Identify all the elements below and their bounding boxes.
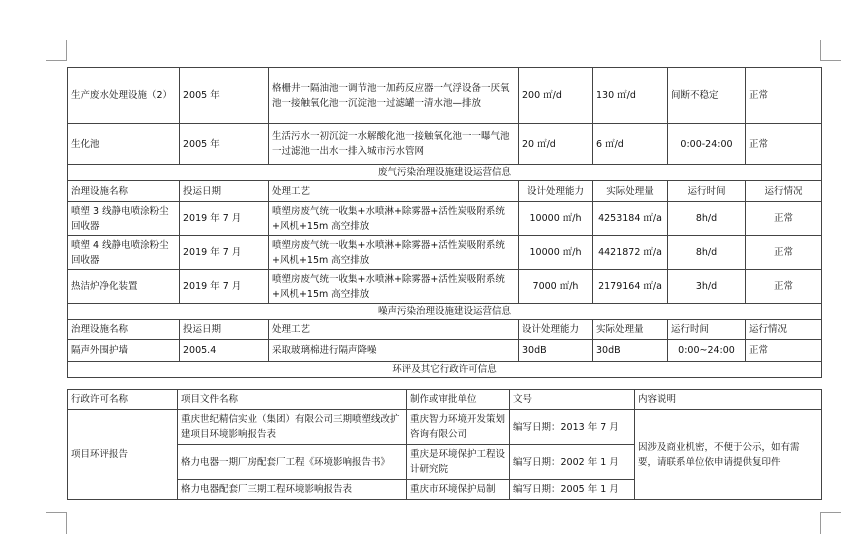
col-header: 内容说明 [635,390,822,410]
table-row [68,202,822,236]
process: 格栅井一隔油池一调节池一加药反应器一气浮设备一厌氧池一接触氧化池一沉淀池一过滤罐一清水池—排放 [269,68,519,124]
col-header: 治理设施名称 [68,320,180,340]
col-header: 运行情况 [746,181,822,202]
project-file: 重庆世纪精信实业（集团）有限公司三期喷塑线改扩建项目环境影响报告表 [178,410,407,445]
facility-table [67,67,822,378]
section-title-row [68,304,822,320]
col-header: 文号 [510,390,635,410]
crop-mark [66,40,67,61]
table-row [68,124,822,165]
content-note: 因涉及商业机密，不便于公示，如有需要，请联系单位依申请提供复印件 [635,410,822,500]
run-time: 0:00-24:00 [668,124,746,165]
crop-mark [820,512,841,513]
section-title-permit: 环评及其它行政许可信息 [68,362,822,378]
facility-name: 热洁炉净化装置 [68,270,180,304]
col-header: 投运日期 [180,181,269,202]
permit-category: 项目环评报告 [68,410,178,500]
section-title-row [68,362,822,378]
project-file: 格力电器配套厂三期工程环境影响报告表 [178,480,407,500]
col-header: 运行时间 [668,181,746,202]
col-header: 处理工艺 [269,320,519,340]
actual-volume: 4253184 ㎡/a [593,202,668,236]
run-status: 正常 [746,124,822,165]
run-status: 正常 [746,270,822,304]
design-capacity: 10000 ㎡/h [519,202,593,236]
table-row [68,410,822,445]
run-status: 正常 [746,68,822,124]
run-time: 3h/d [668,270,746,304]
crop-mark [46,512,67,513]
approval-unit: 重庆是环境保护工程设计研究院 [407,445,510,480]
document-number: 编写日期：2013 年 7 月 [510,410,635,445]
process: 生活污水一初沉淀一水解酸化池一接触氧化池一一曝气池一过滤池一出水一排入城市污水管网 [269,124,519,165]
facility-name: 喷塑 4 线静电喷涂粉尘回收器 [68,236,180,270]
table-row [68,340,822,362]
table-row [68,270,822,304]
col-header: 设计处理能力 [519,320,593,340]
approval-unit: 重庆市环境保护局制 [407,480,510,500]
col-header: 制作或审批单位 [407,390,510,410]
col-header: 项目文件名称 [178,390,407,410]
start-date: 2019 年 7 月 [180,236,269,270]
col-header: 运行时间 [668,320,746,340]
facility-name: 生产废水处理设施（2） [68,68,180,124]
start-date: 2005 年 [180,68,269,124]
col-header: 设计处理能力 [519,181,593,202]
start-date: 2019 年 7 月 [180,270,269,304]
actual-volume: 4421872 ㎡/a [593,236,668,270]
start-date: 2019 年 7 月 [180,202,269,236]
run-time: 0:00~24:00 [668,340,746,362]
design-capacity: 200 ㎡/d [519,68,593,124]
facility-name: 隔声外围护墙 [68,340,180,362]
crop-mark [820,40,821,61]
crop-mark [66,512,67,534]
table-row [68,68,822,124]
design-capacity: 20 ㎡/d [519,124,593,165]
document-number: 编写日期：2005 年 1 月 [510,480,635,500]
process: 喷塑房废气统一收集+水喷淋+除雾器+活性炭吸附系统+风机+15m 高空排放 [269,270,519,304]
header-row [68,181,822,202]
crop-mark [820,512,821,534]
design-capacity: 30dB [519,340,593,362]
run-status: 正常 [746,202,822,236]
run-status: 正常 [746,236,822,270]
header-row [68,320,822,340]
table-row [68,236,822,270]
crop-mark [46,60,67,61]
actual-volume: 6 ㎡/d [593,124,668,165]
document-number: 编写日期：2002 年 1 月 [510,445,635,480]
crop-mark [820,60,841,61]
actual-volume: 30dB [593,340,668,362]
col-header: 治理设施名称 [68,181,180,202]
section-title-gas: 废气污染治理设施建设运营信息 [68,165,822,181]
project-file: 格力电器一期厂房配套厂工程《环境影响报告书》 [178,445,407,480]
start-date: 2005.4 [180,340,269,362]
start-date: 2005 年 [180,124,269,165]
col-header: 处理工艺 [269,181,519,202]
facility-name: 生化池 [68,124,180,165]
header-row [68,390,822,410]
design-capacity: 7000 ㎡/h [519,270,593,304]
col-header: 运行情况 [746,320,822,340]
actual-volume: 130 ㎡/d [593,68,668,124]
col-header: 投运日期 [180,320,269,340]
facility-name: 喷塑 3 线静电喷涂粉尘回收器 [68,202,180,236]
process: 喷塑房废气统一收集+水喷淋+除雾器+活性炭吸附系统+风机+15m 高空排放 [269,202,519,236]
col-header: 实际处理量 [593,181,668,202]
section-title-row [68,165,822,181]
run-time: 间断不稳定 [668,68,746,124]
design-capacity: 10000 ㎡/h [519,236,593,270]
actual-volume: 2179164 ㎡/a [593,270,668,304]
run-time: 8h/d [668,202,746,236]
process: 喷塑房废气统一收集+水喷淋+除雾器+活性炭吸附系统+风机+15m 高空排放 [269,236,519,270]
col-header: 行政许可名称 [68,390,178,410]
permit-table [67,389,822,500]
col-header: 实际处理量 [593,320,668,340]
run-status: 正常 [746,340,822,362]
process: 采取玻璃棉进行隔声降噪 [269,340,519,362]
run-time: 8h/d [668,236,746,270]
approval-unit: 重庆智力环境开发策划咨询有限公司 [407,410,510,445]
section-title-noise: 噪声污染治理设施建设运营信息 [68,304,822,320]
